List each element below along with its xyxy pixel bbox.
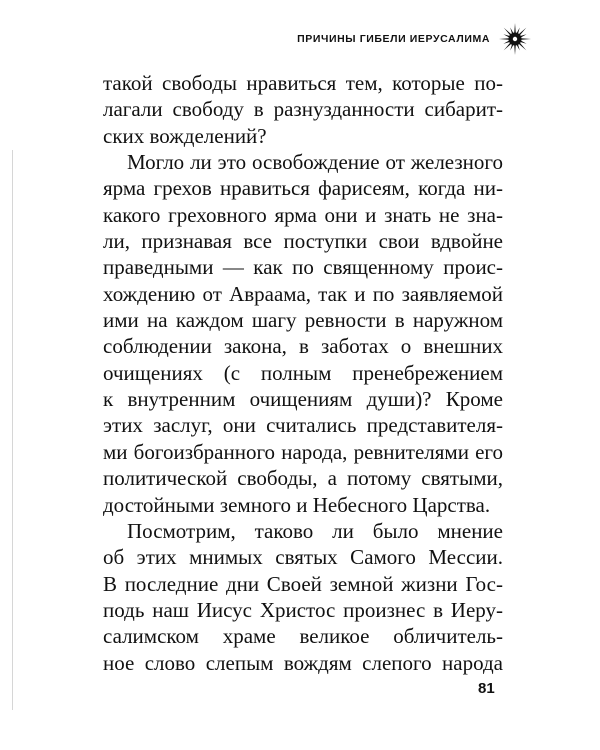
text-line: ими на каждом шагу ревности в наружном	[103, 308, 503, 333]
page-edge-rule	[12, 150, 13, 710]
text-line: ное слово слепым вождям слепого народа	[103, 650, 503, 675]
text-line: ми богоизбранного народа, ревнителями его	[103, 439, 503, 464]
page-number: 81	[478, 680, 495, 697]
text-line: В последние дни Своей земной жизни Гос-	[103, 571, 503, 596]
text-line: хождению от Авраама, так и по заявляемой	[103, 281, 503, 306]
text-line: праведными — как по священному проис-	[103, 255, 503, 280]
text-line: достойными земного и Небесного Царства.	[103, 492, 491, 517]
text-line: такой свободы нравиться тем, которые по-	[103, 71, 503, 95]
text-line: подь наш Иисус Христос произнес в Иеру-	[103, 597, 503, 622]
text-line: Посмотрим, таково ли было мнение	[127, 518, 503, 543]
text-line: Могло ли это освобождение от железного	[127, 150, 503, 175]
text-line: об этих мнимых святых Самого Мессии.	[103, 545, 503, 570]
text-line: этих заслуг, они считались представителя-	[103, 413, 503, 438]
running-header	[250, 22, 550, 56]
text-line: ских вожделений?	[103, 123, 267, 148]
text-line: салимском храме великое обличитель-	[103, 624, 503, 649]
running-title: ПРИЧИНЫ ГИБЕЛИ ИЕРУСАЛИМА	[297, 33, 490, 45]
text-line: к внутренним очищениям души)? Кроме	[103, 387, 503, 412]
text-line: политической свободы, а потому святыми,	[103, 466, 503, 491]
text-line: лагали свободу в разнузданности сибарит-	[103, 97, 503, 122]
text-line: соблюдении закона, в заботах о внешних	[103, 334, 503, 359]
text-line: очищениях (с полным пренебрежением	[103, 360, 503, 385]
text-line: ярма грехов нравиться фарисеям, когда ни-	[103, 176, 503, 201]
text-line: ли, признавая все поступки свои вдвойне	[103, 229, 503, 254]
body-text	[103, 70, 503, 676]
sunburst-icon	[498, 22, 532, 56]
text-line: какого греховного ярма они и знать не зна-	[103, 202, 503, 227]
